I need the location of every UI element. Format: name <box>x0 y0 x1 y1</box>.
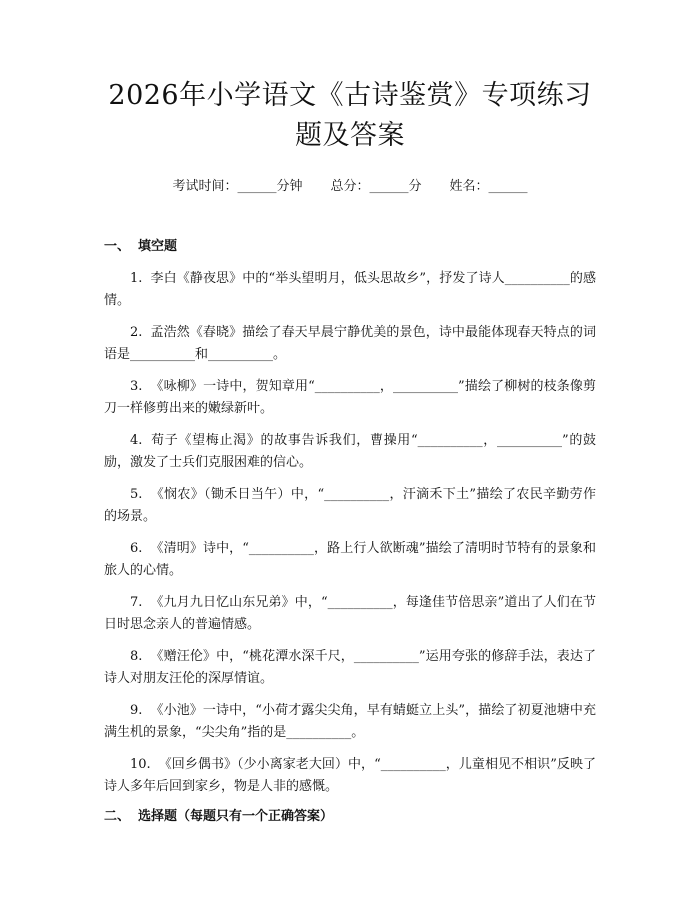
question-text: 《小池》一诗中，“小荷才露尖尖角，早有蜻蜓立上头”，描绘了初夏池塘中充满生机的景象，“尖尖角”指的是__________。 <box>104 703 596 740</box>
section-number: 二、 <box>104 809 131 824</box>
question-number: 2. <box>130 325 143 340</box>
section-number: 一、 <box>104 239 131 254</box>
question-text: 《九月九日忆山东兄弟》中，“__________，每逢佳节倍思亲”道出了人们在节日时思念亲人的普遍情感。 <box>104 595 596 632</box>
question-number: 3. <box>130 379 143 394</box>
question-number: 1. <box>130 271 143 286</box>
question-text: 《咏柳》一诗中，贺知章用“__________，__________”描绘了柳树的枝条像剪刀一样修剪出来的嫩绿新叶。 <box>104 379 596 416</box>
question-number: 5. <box>130 487 143 502</box>
document-title: 2026年小学语文《古诗鉴赏》专项练习题及答案 <box>108 80 592 151</box>
question-text: 《悯农》（锄禾日当午）中，“__________，汗滴禾下土”描绘了农民辛勤劳作的场景。 <box>104 487 596 524</box>
exam-student-name: 姓名：______ <box>449 179 528 194</box>
question-number: 10. <box>130 757 151 772</box>
question-number: 6. <box>130 541 143 556</box>
question-item <box>104 268 596 312</box>
question-item <box>104 700 596 744</box>
question-text: 《赠汪伦》中，“桃花潭水深千尺，__________”运用夸张的修辞手法，表达了诗人对朋友汪伦的深厚情谊。 <box>104 649 596 686</box>
question-text: 《清明》诗中，“__________，路上行人欲断魂”描绘了清明时节特有的景象和旅人的心情。 <box>104 541 596 578</box>
section-heading-multiple-choice <box>104 808 596 826</box>
question-item <box>104 430 596 474</box>
question-number: 9. <box>130 703 143 718</box>
question-item <box>104 376 596 420</box>
exam-info <box>104 178 596 196</box>
question-item <box>104 484 596 528</box>
section-title: 填空题 <box>138 239 178 254</box>
question-text: 荀子《望梅止渴》的故事告诉我们，曹操用“__________，__________”的鼓励，激发了士兵们克服困难的信心。 <box>104 433 596 470</box>
question-text: 《回乡偶书》（少小离家老大回）中，“__________，儿童相见不相识”反映了诗人多年后回到家乡，物是人非的感慨。 <box>104 757 596 794</box>
question-number: 8. <box>130 649 143 664</box>
question-number: 7. <box>130 595 143 610</box>
question-item <box>104 646 596 690</box>
question-item <box>104 322 596 366</box>
exam-time: 考试时间：______分钟 <box>172 179 303 194</box>
question-text: 李白《静夜思》中的“举头望明月，低头思故乡”，抒发了诗人__________的感情。 <box>104 271 596 308</box>
exam-total-score: 总分：______分 <box>330 179 422 194</box>
question-item <box>104 538 596 582</box>
question-item <box>104 754 596 798</box>
section-title: 选择题（每题只有一个正确答案） <box>138 809 334 824</box>
question-list <box>104 268 596 798</box>
section-heading-fill-in <box>104 238 596 256</box>
question-item <box>104 592 596 636</box>
question-text: 孟浩然《春晓》描绘了春天早晨宁静优美的景色，诗中最能体现春天特点的词语是__________和__________。 <box>104 325 596 362</box>
question-number: 4. <box>130 433 143 448</box>
